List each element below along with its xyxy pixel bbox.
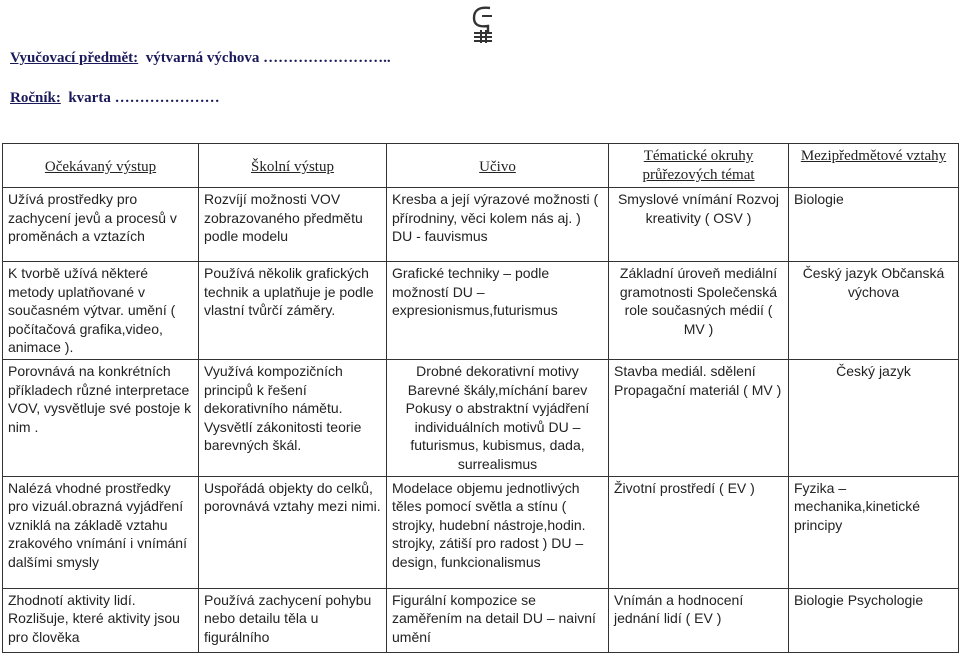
table-row: [3, 359, 959, 476]
cell-content: Drobné dekorativní motivy Barevné škály,míchání barev Pokusy o abstraktní vyjádření individuálních motivů DU – futurismus, kubismus, dada, surrealismus: [387, 359, 609, 476]
cell-outcome: Nalézá vhodné prostředky pro vizuál.obrazná vyjádření vzniklá na základě vztahu zrakového vnímání i vnímání dalšími smysly: [3, 476, 199, 588]
col-header-school: Školní výstup: [199, 144, 387, 188]
cell-school: Uspořádá objekty do celků, porovnává vztahy mezi nimi.: [199, 476, 387, 588]
table-row: [3, 588, 959, 652]
table-row: [3, 262, 959, 360]
cell-content: Kresba a její výrazové možnosti ( přírodniny, věci kolem nás aj. ) DU - fauvismus: [387, 188, 609, 262]
table-row: [3, 188, 959, 262]
cell-outcome: Zhodnotí aktivity lidí. Rozlišuje, které aktivity jsou pro člověka: [3, 588, 199, 652]
col-header-outcome: Očekávaný výstup: [3, 144, 199, 188]
cell-relations: Fyzika – mechanika,kinetické principy: [789, 476, 959, 588]
subject-line: [10, 50, 391, 67]
cell-school: Používá několik grafických technik a uplatňuje je podle vlastní tvůrčí záměry.: [199, 262, 387, 360]
cell-outcome: Porovnává na konkrétních příkladech různé interpretace VOV, vysvětluje své postoje k nim .: [3, 359, 199, 476]
cell-relations: Biologie Psychologie: [789, 588, 959, 652]
cell-themes: Vnímán a hodnocení jednání lidí ( EV ): [609, 588, 789, 652]
cell-content: Modelace objemu jednotlivých těles pomocí světla a stínu ( strojky, hudební nástroje,hodin. strojky, zátiší pro radost ) DU – design, funkcionalismus: [387, 476, 609, 588]
table-header-row: [3, 144, 959, 188]
cell-school: Rozvíjí možnosti VOV zobrazovaného předmětu podle modelu: [199, 188, 387, 262]
cell-relations: Biologie: [789, 188, 959, 262]
cell-relations: Český jazyk: [789, 359, 959, 476]
col-header-themes: Tématické okruhy průřezových témat: [609, 144, 789, 188]
cell-school: Využívá kompozičních principů k řešení dekorativního námětu. Vysvětlí zákonitosti teorie barevných škál.: [199, 359, 387, 476]
cell-outcome: K tvorbě užívá některé metody uplatňované v současném výtvar. umění ( počítačová grafika,video, animace ).: [3, 262, 199, 360]
subject-value: výtvarná výchova ……………………..: [145, 50, 391, 66]
cell-outcome: Užívá prostředky pro zachycení jevů a procesů v proměnách a vztazích: [3, 188, 199, 262]
curriculum-table: [2, 143, 959, 653]
cell-themes: Základní úroveň mediální gramotnosti Společenská role současných médií ( MV ): [609, 262, 789, 360]
cell-school: Používá zachycení pohybu nebo detailu těla u figurálního: [199, 588, 387, 652]
col-header-content: Učivo: [387, 144, 609, 188]
cell-relations: Český jazyk Občanská výchova: [789, 262, 959, 360]
cell-themes: Životní prostředí ( EV ): [609, 476, 789, 588]
grade-value: kvarta …………………: [68, 90, 220, 106]
grade-label: Ročník:: [10, 90, 61, 106]
grade-line: [10, 90, 220, 107]
col-header-relations: Mezipředmětové vztahy: [789, 144, 959, 188]
cell-themes: Stavba mediál. sdělení Propagační materiál ( MV ): [609, 359, 789, 476]
cell-content: Figurální kompozice se zaměřením na detail DU – naivní umění: [387, 588, 609, 652]
table-row: [3, 476, 959, 588]
subject-label: Vyučovací předmět:: [10, 50, 139, 66]
cell-content: Grafické techniky – podle možností DU – expresionismus,futurismus: [387, 262, 609, 360]
school-logo-icon: [470, 2, 496, 44]
cell-themes: Smyslové vnímání Rozvoj kreativity ( OSV ): [609, 188, 789, 262]
